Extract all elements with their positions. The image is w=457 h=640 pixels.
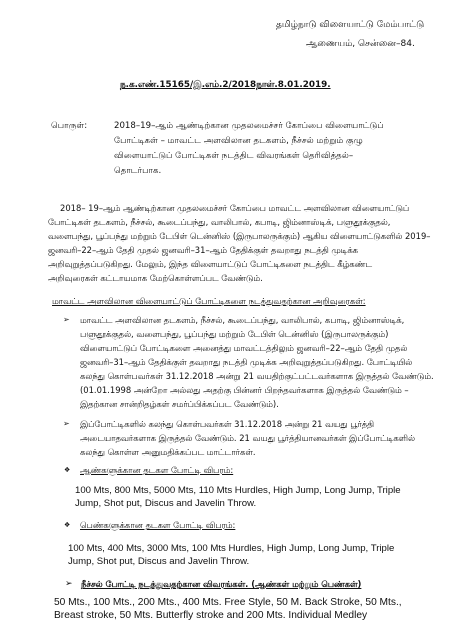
bullet-line: இப்போட்டிகளில் கலந்து கொள்பவர்கள் 31.12.2018 அன்று 21 வயது பூர்த்தி bbox=[80, 419, 375, 429]
body-line: ஜனவரி–22–ஆம் தேதி முதல் ஜனவரி–31–ஆம் தேதிக்குள் தவறாது நடத்தி முடிக்க bbox=[48, 245, 359, 255]
mens-events-line: 100 Mts, 800 Mts, 5000 Mts, 110 Mts Hurdles, High Jump, Long Jump, Triple bbox=[75, 485, 401, 496]
subject-line: போட்டிகள் – மாவட்ட அளவிலான தடகளம், நீச்சல் மற்றும் குழு bbox=[114, 136, 363, 146]
body-line: வளைபந்து, பூப்பந்து மற்றும் டேபிள் டென்னிஸ் (இருபாலருக்கும்) ஆகிய விளையாட்டுகளில் 2019– bbox=[48, 231, 431, 241]
subject-line: விளையாட்டுப் போட்டிகள் நடத்திட விவரங்கள் தெரிவித்தல்– bbox=[114, 151, 354, 161]
org-name-line2: ஆணையம், சென்னை–84. bbox=[306, 39, 415, 49]
swim-events-line: 50 Mts., 100 Mts., 200 Mts., 400 Mts. Free Style, 50 M. Back Stroke, 50 Mts., bbox=[54, 597, 402, 608]
diamond-bullet-icon: ❖ bbox=[64, 521, 71, 529]
bullet-line: (01.01.1998 அன்றோ அல்லது அதற்கு பின்னர் பிறந்தவர்களாக இருத்தல் வேண்டும் – bbox=[80, 385, 409, 395]
diamond-bullet-icon: ❖ bbox=[64, 466, 71, 474]
swim-events-line: Breast stroke, 50 Mts. Butterfly stroke and 200 Mts. Individual Medley bbox=[54, 610, 368, 621]
subject-line: 2018–19–ஆம் ஆண்டிற்கான முதலமைச்சர் கோப்பை விளையாட்டுப் bbox=[114, 121, 384, 131]
bullet-line: பளுதூக்குதல், வளைபந்து, பூப்பந்து மற்றும் டேபிள் டென்னிஸ் (இருபாலருக்கும்) bbox=[80, 329, 389, 339]
section-heading: மாவட்ட அளவிலான விளையாட்டுப் போட்டிகளை நடத்துவதற்கான அறிவுரைகள்: bbox=[52, 296, 366, 306]
org-name-line1: தமிழ்நாடு விளையாட்டு மேம்பாட்டு bbox=[276, 20, 425, 30]
bullet-arrow-icon: ➢ bbox=[63, 315, 70, 324]
bullet-line: இதற்கான சான்றிதழ்கள் சமர்ப்பிக்கப்பட வேண்டும்). bbox=[80, 399, 279, 409]
bullet-line: அடையாதவர்களாக இருத்தல் வேண்டும். 21 வயது பூர்த்தியானவர்கள் இப்போட்டிகளில் bbox=[80, 433, 415, 443]
womens-events-line: 100 Mts, 400 Mts, 3000 Mts, 100 Mts Hurdles, High Jump, Long Jump, Triple bbox=[68, 543, 395, 554]
mens-events-line: Jump, Shot put, Discus and Javelin Throw. bbox=[75, 498, 257, 509]
body-line: போட்டிகள் தடகளம், நீச்சல், கூடைப்பந்து, வாலிபால், கபாடி, ஜிம்னாஸ்டிக், பளுதூக்குதல், bbox=[48, 217, 391, 227]
bullet-arrow-icon: ➢ bbox=[65, 579, 73, 589]
body-line: அறிவுறுத்தப்படுகிறது. மேலும், இந்த விளையாட்டுப் போட்டிகளை நடத்திட கீழ்கண்ட bbox=[48, 259, 372, 269]
bullet-line: கலந்து கொள்ள அனுமதிக்கப்பட மாட்டார்கள். bbox=[80, 447, 256, 457]
subject-line: தொடர்பாக. bbox=[114, 166, 162, 176]
mens-heading: ஆண்களுக்கான தடகள போட்டி விபரம்: bbox=[80, 465, 234, 475]
bullet-arrow-icon: ➢ bbox=[63, 419, 70, 428]
reference-number: ந.க.எண்.15165/இ.எம்.2/2018நாள்.8.01.2019. bbox=[120, 80, 331, 90]
swim-heading: நீச்சல் போட்டி நடத்துவதற்கான விவரங்கள். (ஆண்கள் மற்றும் பெண்கள்) bbox=[81, 579, 362, 589]
bullet-line: ஜனவரி–31–ஆம் தேதிக்குள் தவறாது நடத்தி முடிக்க அறிவுறுத்தப்படுகிறது. போட்டியில் bbox=[80, 357, 413, 367]
womens-heading: பெண்களுக்கான தடகள போட்டி விபரம்: bbox=[80, 520, 236, 530]
body-line: 2018– 19–ஆம் ஆண்டிற்கான முதலமைச்சர் கோப்பை மாவட்ட அளவிலான விளையாட்டுப் bbox=[60, 203, 410, 213]
bullet-line: விளையாட்டுப் போட்டிகளை அனைத்து மாவட்டத்திலும் ஜனவரி–22–ஆம் தேதி முதல் bbox=[80, 343, 408, 353]
subject-label: பொருள்: bbox=[51, 121, 88, 131]
bullet-line: கலந்து கொள்பவர்கள் 31.12.2018 அன்று 21 வயதிற்குட்பட்டவர்களாக இருத்தல் வேண்டும். bbox=[80, 371, 434, 381]
bullet-line: மாவட்ட அளவிலான தடகளம், நீச்சல், கூடைப்பந்து, வாலிபால், கபாடி, ஜிம்னாஸ்டிக், bbox=[80, 315, 405, 325]
body-line: அறிவுரைகள் கட்டாயமாக மேற்கொள்ளப்பட வேண்டும். bbox=[48, 273, 263, 283]
womens-events-line: Jump, Shot put, Discus and Javelin Throw. bbox=[68, 556, 250, 567]
